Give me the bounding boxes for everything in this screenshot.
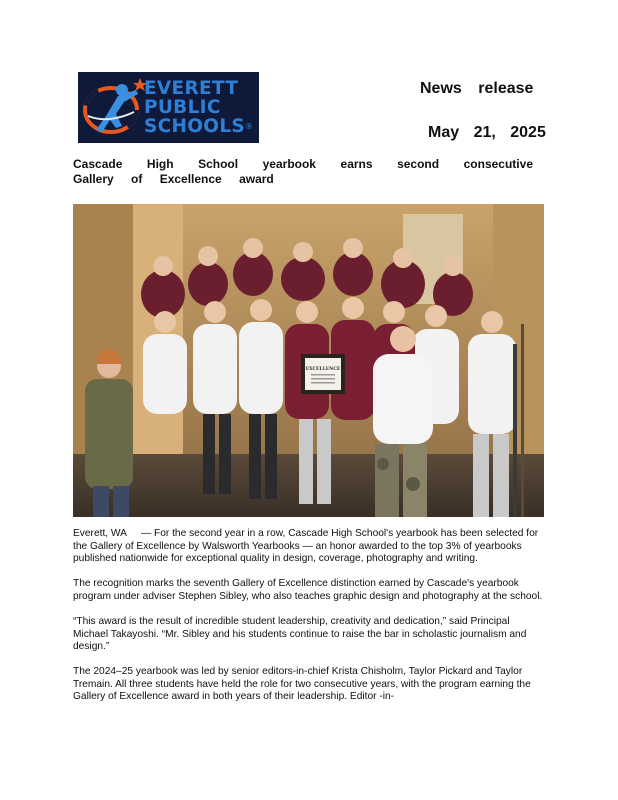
logo-line-schools: SCHOOLS [144,116,246,137]
logo-wordmark [144,79,259,136]
group-photo [73,204,544,517]
everett-public-schools-logo [78,72,259,143]
plaque-title: EXCELLENCE [305,367,341,372]
release-date: May 21, 2025 [428,124,546,141]
logo-line-public: PUBLIC [144,97,221,118]
article-paragraph: The 2024–25 yearbook was led by senior editors-in-chief Krista Chisholm, Taylor Pickard and Taylor Tremain. All three students have held the role for two consecutive years, with the program earning the Gallery of Excellence award in both years of their leadership. Editor -in- [73,666,531,703]
article-body [73,528,543,717]
logo-line-everett: EVERETT [144,78,239,99]
article-paragraph: “This award is the result of incredible student leadership, creativity and dedication,” said Principal Michael Takayoshi. “Mr. Sibley and his students continue to raise the bar in scholastic journalism and design.” [73,615,527,653]
paragraph-text: — For the second year in a row, Cascade High School's yearbook has been selected for the Gallery of Excellence by Walsworth Yearbooks — an honor awarded to the top 3% of yearbooks published nationwide for exceptional quality in design, coverage, photography and writing. [73,528,539,565]
group-photo-image [73,204,544,517]
article-paragraph [73,528,543,566]
news-release-label: News release [420,80,534,97]
logo-registered-mark: ® [245,122,254,131]
article-paragraph: The recognition marks the seventh Gallery of Excellence distinction earned by Cascade's yearbook program under adviser Stephen Sibley, who also teaches graphic design and photography at the school. [73,578,543,602]
headline: Cascade High School yearbook earns second consecutive Gallery of Excellence award [73,157,533,186]
dateline: Everett, WA [73,528,127,539]
